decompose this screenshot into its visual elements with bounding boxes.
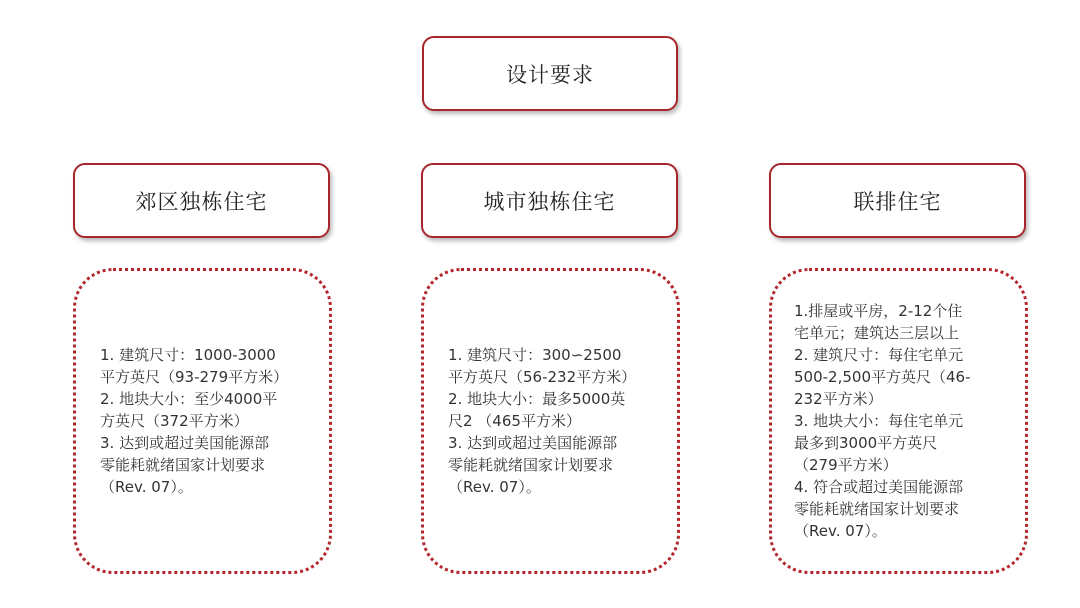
- category-label: 郊区独栋住宅: [135, 189, 268, 214]
- detail-line: 零能耗就绪国家计划要求: [448, 456, 614, 474]
- details-urban-single-family: [421, 268, 680, 574]
- category-label: 联排住宅: [853, 189, 942, 214]
- detail-line: 最多到3000平方英尺: [794, 434, 938, 452]
- detail-line: （279平方米）: [794, 456, 898, 474]
- detail-line: 500-2,500平方英尺（46-: [794, 368, 971, 386]
- details-text: [424, 344, 677, 498]
- detail-line: 2. 建筑尺寸：每住宅单元: [794, 346, 964, 364]
- detail-line: 4. 符合或超过美国能源部: [794, 478, 964, 496]
- detail-line: 3. 达到或超过美国能源部: [448, 434, 618, 452]
- detail-line: 平方英尺（56-232平方米）: [448, 368, 637, 386]
- root-node-label: 设计要求: [506, 62, 594, 87]
- detail-line: 232平方米）: [794, 390, 883, 408]
- detail-line: 2. 地块大小：至少4000平: [100, 390, 278, 408]
- details-suburban-single-family: [73, 268, 332, 574]
- detail-line: 尺2 （465平方米）: [448, 412, 581, 430]
- category-suburban-single-family: [73, 163, 330, 238]
- detail-line: （Rev. 07）。: [448, 478, 541, 496]
- details-text: [772, 300, 1025, 542]
- details-text: [76, 344, 329, 498]
- detail-line: 1. 建筑尺寸：1000-3000: [100, 346, 276, 364]
- detail-line: 零能耗就绪国家计划要求: [100, 456, 266, 474]
- category-townhouse: [769, 163, 1026, 238]
- detail-line: 1.排屋或平房，2-12个住: [794, 302, 963, 320]
- detail-line: 方英尺（372平方米）: [100, 412, 249, 430]
- detail-line: （Rev. 07）。: [100, 478, 193, 496]
- details-townhouse: [769, 268, 1028, 574]
- detail-line: 平方英尺（93-279平方米）: [100, 368, 289, 386]
- detail-line: （Rev. 07）。: [794, 522, 887, 540]
- root-node-design-requirements: [422, 36, 678, 111]
- detail-line: 3. 地块大小：每住宅单元: [794, 412, 964, 430]
- detail-line: 3. 达到或超过美国能源部: [100, 434, 270, 452]
- detail-line: 2. 地块大小：最多5000英: [448, 390, 626, 408]
- category-urban-single-family: [421, 163, 678, 238]
- detail-line: 1. 建筑尺寸：300∽2500: [448, 346, 622, 364]
- detail-line: 宅单元；建筑达三层以上: [794, 324, 960, 342]
- detail-line: 零能耗就绪国家计划要求: [794, 500, 960, 518]
- category-label: 城市独栋住宅: [483, 189, 616, 214]
